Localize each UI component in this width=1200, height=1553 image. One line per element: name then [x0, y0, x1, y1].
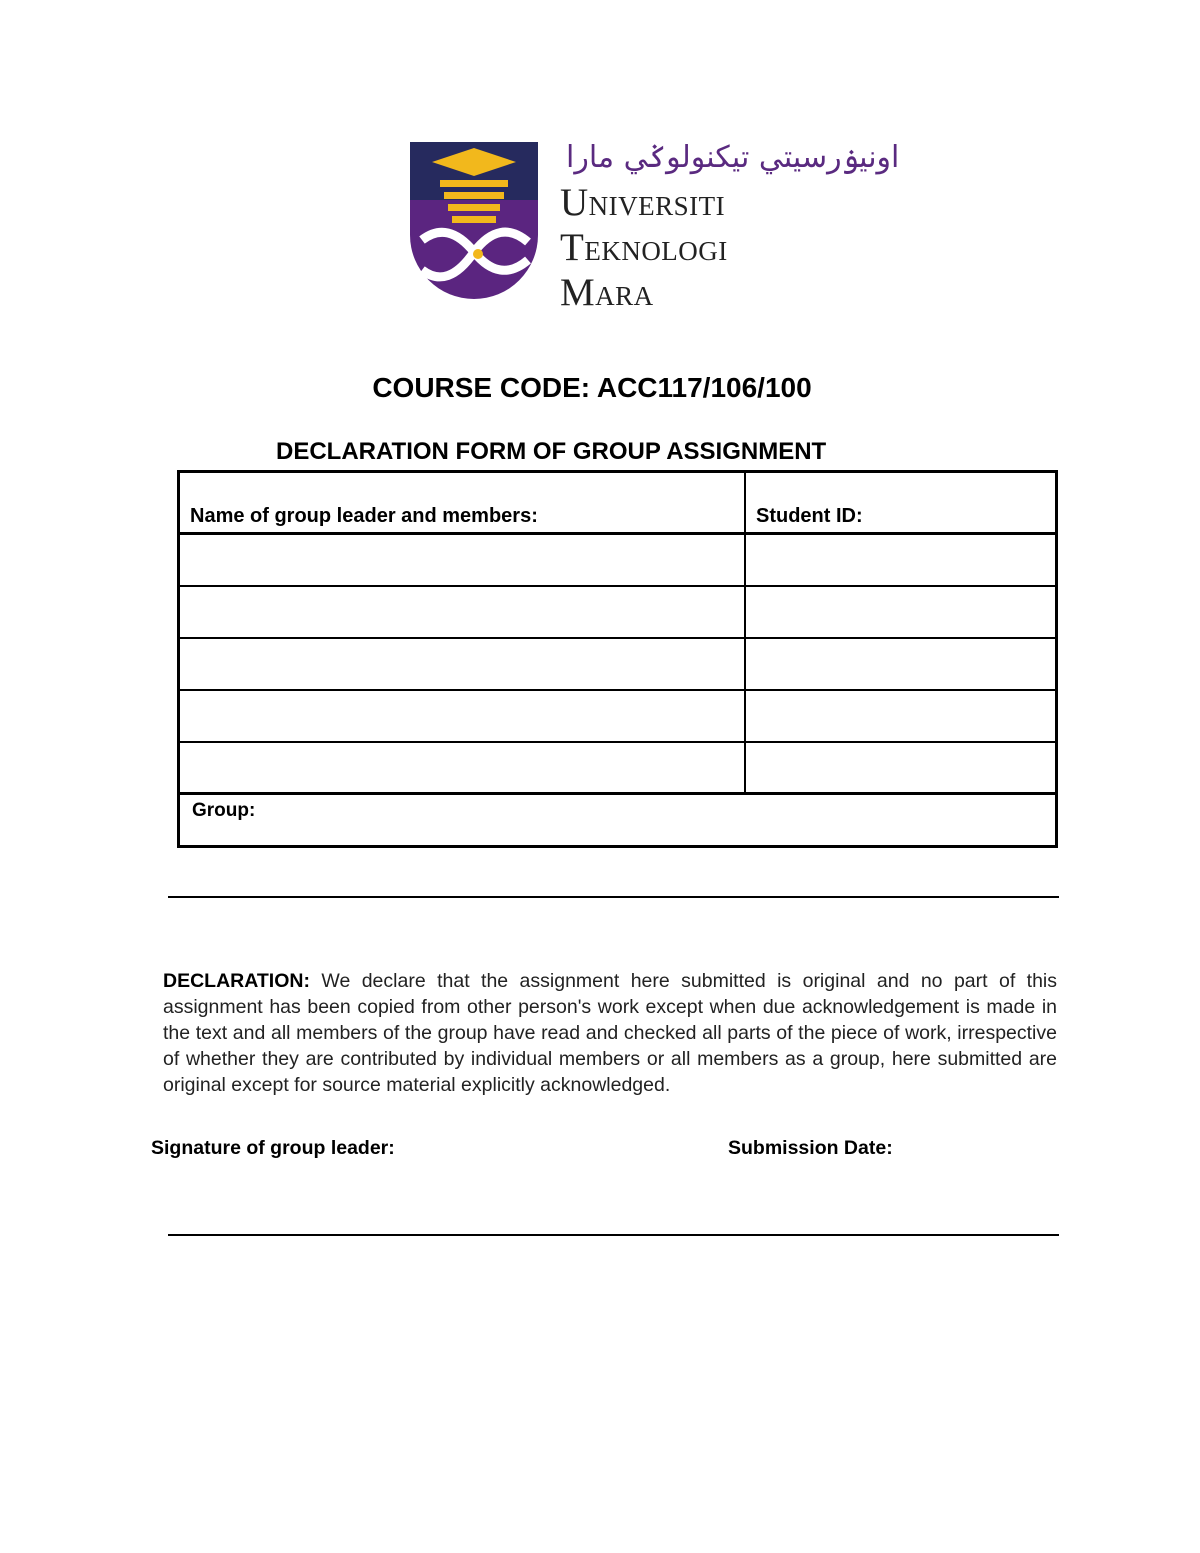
member-name-cell[interactable] — [180, 639, 746, 689]
signature-label: Signature of group leader: — [151, 1137, 395, 1159]
submission-date-label: Submission Date: — [728, 1137, 893, 1159]
signature-line[interactable] — [168, 1234, 1059, 1236]
form-title: DECLARATION FORM OF GROUP ASSIGNMENT — [276, 438, 827, 465]
student-id-cell[interactable] — [746, 743, 1055, 792]
name-column-header: Name of group leader and members: — [180, 473, 746, 532]
student-id-column-header: Student ID: — [756, 505, 863, 527]
table-row — [180, 587, 1055, 639]
table-row — [180, 639, 1055, 691]
student-id-cell[interactable] — [746, 535, 1055, 585]
member-name-cell[interactable] — [180, 691, 746, 741]
table-header-row — [180, 473, 1055, 535]
members-table — [177, 470, 1058, 848]
course-code: COURSE CODE: ACC117/106/100 — [372, 372, 812, 403]
logo-line-1: Universiti — [560, 181, 726, 224]
divider-line — [168, 896, 1059, 898]
table-row — [180, 743, 1055, 795]
member-name-cell[interactable] — [180, 587, 746, 637]
declaration-paragraph — [163, 968, 1057, 1098]
logo-line-2: Teknologi — [560, 226, 728, 269]
student-id-cell[interactable] — [746, 587, 1055, 637]
student-id-cell[interactable] — [746, 639, 1055, 689]
table-row — [180, 691, 1055, 743]
declaration-label: DECLARATION: — [163, 970, 310, 992]
logo-line-3: Mara — [560, 271, 654, 314]
university-logo — [408, 140, 900, 314]
logo-wordmark — [560, 180, 728, 315]
group-field[interactable] — [180, 795, 1055, 845]
member-name-cell[interactable] — [180, 535, 746, 585]
member-name-cell[interactable] — [180, 743, 746, 792]
table-row — [180, 535, 1055, 587]
student-id-cell[interactable] — [746, 691, 1055, 741]
crest-icon — [408, 140, 548, 305]
declaration-text: We declare that the assignment here submitted is original and no part of this assignment has been copied from other person's work except when due acknowledgement is made in the text and all members of the group have read and checked all parts of the piece of work, irrespective of whether they are contributed by individual members or all members as a group, here submitted are original except for source material explicitly acknowledged. — [163, 970, 1057, 1096]
logo-arabic-text: اونيۏرسيتي تيكنولوݢي مارا — [566, 140, 900, 175]
group-label: Group: — [192, 800, 256, 821]
